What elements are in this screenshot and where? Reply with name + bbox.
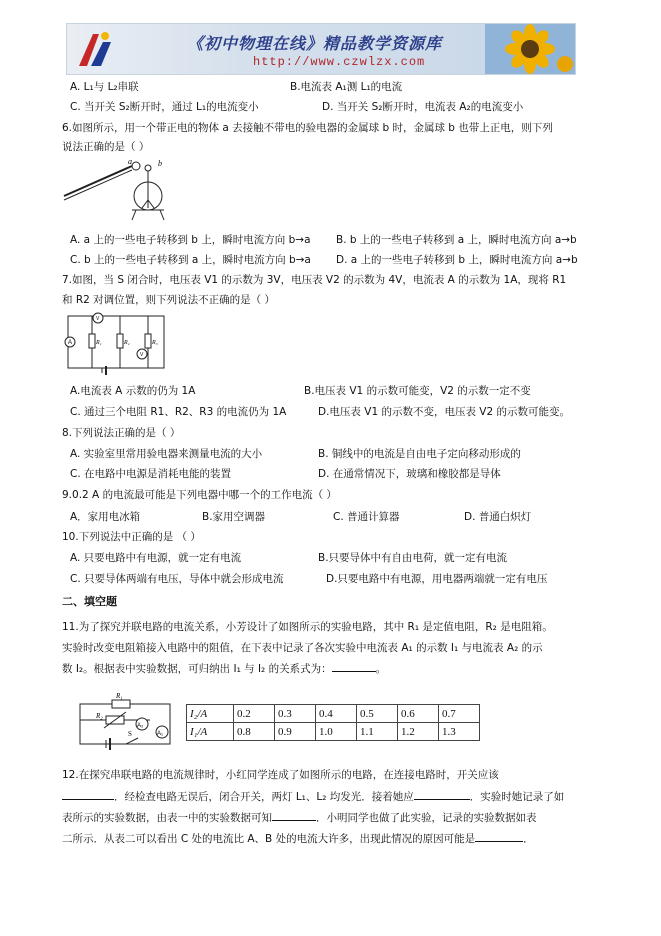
q8-option-a: A. 实验室里常用验电器来测量电流的大小 — [70, 448, 263, 460]
q10-option-a: A. 只要电路中有电源，就一定有电流 — [70, 552, 242, 564]
banner-url: http://www.czwlzx.com — [253, 55, 426, 69]
q12-line4-text-b: ． — [523, 833, 534, 845]
q8-option-d: D. 在通常情况下，玻璃和橡胶都是导体 — [318, 468, 501, 480]
q11-data-table — [186, 704, 480, 741]
q9-stem: 9.0.2 A 的电流最可能是下列电器中哪一个的工作电流（ ） — [62, 489, 337, 501]
q10-stem: 10.下列说法中正确的是 （ ） — [62, 531, 201, 543]
q12-line1: 12.在探究串联电路的电流规律时，小红同学连成了如图所示的电路，在连接电路时，开关应该 — [62, 769, 499, 781]
q9-option-d: D. 普通白炽灯 — [464, 511, 532, 523]
table-cell: 1.2 — [398, 723, 439, 741]
q11-label-s: S — [128, 730, 132, 738]
q7-label-r2: R₂ — [124, 340, 130, 346]
q10-option-b: B.只要导体中有自由电荷，就一定有电流 — [318, 552, 508, 564]
q11-label-a2: A₂ — [137, 723, 144, 729]
q8-option-c: C. 在电路中电源是消耗电能的装置 — [70, 468, 232, 480]
q12-line3-text-a: 表所示的实验数据，由表一中的实验数据可知 — [62, 812, 272, 824]
q7-label-r3: R₃ — [152, 340, 158, 346]
q11-line1: 11.为了探究并联电路的电流关系，小芳设计了如图所示的实验电路，其中 R₁ 是定值电阻，R₂ 是电阻箱。 — [62, 621, 553, 633]
header-banner — [66, 23, 576, 75]
q11-line2: 实验时改变电阻箱接入电路中的阻值，在下表中记录了各次实验中电流表 A₁ 的示数 I₁ 与电流表 A₂ 的示 — [62, 642, 543, 654]
q11-answer-blank[interactable] — [332, 671, 376, 672]
q7-option-b: B.电压表 V1 的示数可能变，V2 的示数一定不变 — [304, 385, 531, 397]
q11-label-a1: A₁ — [157, 731, 164, 737]
q6-option-c: C. b 上的一些电子转移到 a 上，瞬时电流方向 b→a — [70, 254, 311, 266]
q12-line3 — [62, 810, 537, 825]
q11-label-r2: R₂ — [96, 712, 103, 720]
table-cell: 0.5 — [357, 705, 398, 723]
q6-stem-line2: 说法正确的是（ ） — [62, 141, 150, 153]
q5-option-c: C. 当开关 S₂断开时，通过 L₁的电流变小 — [70, 101, 259, 113]
table-cell: 0.8 — [234, 723, 275, 741]
q6-electroscope-figure — [62, 158, 182, 228]
svg-text:V: V — [96, 316, 100, 322]
table-row-label-i2: I₂/A — [187, 705, 234, 723]
q12-line2-text-a: ．经检查电路无误后，闭合开关，两灯 L₁、L₂ 均发光．接着她应 — [114, 791, 414, 803]
table-cell: 1.1 — [357, 723, 398, 741]
table-cell: 0.9 — [275, 723, 316, 741]
q6-label-a: a — [128, 158, 132, 166]
q5-option-d: D. 当开关 S₂断开时，电流表 A₂的电流变小 — [322, 101, 524, 113]
q9-option-c: C. 普通计算器 — [333, 511, 400, 523]
q7-option-a: A.电流表 A 示数的仍为 1A — [70, 385, 196, 397]
section-heading-fill-in: 二、填空题 — [62, 595, 117, 608]
q11-line3-text: 数 I₂。根据表中实验数据，可归纳出 I₁ 与 I₂ 的关系式为： — [62, 663, 332, 675]
table-cell: 1.3 — [439, 723, 480, 741]
q12-line2-text-b: ．实验时她记录了如 — [469, 791, 565, 803]
table-cell: 1.0 — [316, 723, 357, 741]
q12-line3-text-b: ．小明同学也做了此实验，记录的实验数据如表 — [316, 812, 537, 824]
q6-option-d: D. a 上的一些电子转移到 b 上，瞬时电流方向 a→b — [336, 254, 578, 266]
q5-option-a: A. L₁与 L₂串联 — [70, 81, 139, 93]
svg-text:V: V — [140, 352, 144, 358]
table-cell: 0.7 — [439, 705, 480, 723]
q9-option-a: A．家用电冰箱 — [70, 511, 141, 523]
q6-option-a: A. a 上的一些电子转移到 b 上，瞬时电流方向 b→a — [70, 234, 311, 246]
q6-option-b: B. b 上的一些电子转移到 a 上，瞬时电流方向 a→b — [336, 234, 577, 246]
q12-line4-text-a: 二所示．从表二可以看出 C 处的电流比 A、B 处的电流大许多，出现此情况的原因可能是 — [62, 833, 476, 845]
banner-logo-icon — [73, 28, 119, 70]
q12-line2 — [62, 789, 564, 804]
q7-option-c: C. 通过三个电阻 R1、R2、R3 的电流仍为 1A — [70, 406, 287, 418]
table-cell: 0.2 — [234, 705, 275, 723]
q7-option-d: D.电压表 V1 的示数不变，电压表 V2 的示数可能变。 — [318, 406, 570, 418]
table-row — [187, 723, 480, 741]
q12-blank-2[interactable] — [414, 799, 470, 800]
q7-circuit-figure — [62, 310, 174, 376]
table-cell: 0.4 — [316, 705, 357, 723]
banner-sunflower-icon — [485, 24, 575, 74]
q8-option-b: B. 铜线中的电流是自由电子定向移动形成的 — [318, 448, 521, 460]
q12-blank-3[interactable] — [272, 820, 316, 821]
q6-label-b: b — [158, 159, 162, 168]
q11-label-r1: R₁ — [116, 692, 123, 700]
q7-stem-line1: 7.如图，当 S 闭合时，电压表 V1 的示数为 3V，电压表 V2 的示数为 4V，电流表 A 的示数为 1A，现将 R1 — [62, 274, 567, 286]
q5-option-b: B.电流表 A₁测 L₁的电流 — [290, 81, 403, 93]
table-row — [187, 705, 480, 723]
q7-label-r1: R₁ — [96, 340, 102, 346]
q11-circuit-figure — [76, 692, 180, 752]
table-row-label-i1: I₁/A — [187, 723, 234, 741]
q12-blank-4[interactable] — [475, 841, 523, 842]
q7-stem-line2: 和 R2 对调位置，则下列说法不正确的是（ ） — [62, 294, 275, 306]
q11-line3-end: 。 — [375, 663, 387, 675]
q12-line4 — [62, 831, 534, 846]
q6-stem-line1: 6.如图所示，用一个带正电的物体 a 去接触不带电的验电器的金属球 b 时，金属球 b 也带上正电，则下列 — [62, 122, 553, 134]
table-cell: 0.6 — [398, 705, 439, 723]
q10-option-d: D.只要电路中有电源，用电器两端就一定有电压 — [326, 573, 548, 585]
q12-blank-1[interactable] — [62, 799, 114, 800]
table-cell: 0.3 — [275, 705, 316, 723]
q11-line3 — [62, 661, 386, 676]
banner-title: 《初中物理在线》精品教学资源库 — [187, 34, 443, 53]
q9-option-b: B.家用空调器 — [202, 511, 266, 523]
q10-option-c: C. 只要导体两端有电压，导体中就会形成电流 — [70, 573, 284, 585]
q8-stem: 8.下列说法正确的是（ ） — [62, 427, 181, 439]
svg-text:A: A — [68, 340, 73, 346]
